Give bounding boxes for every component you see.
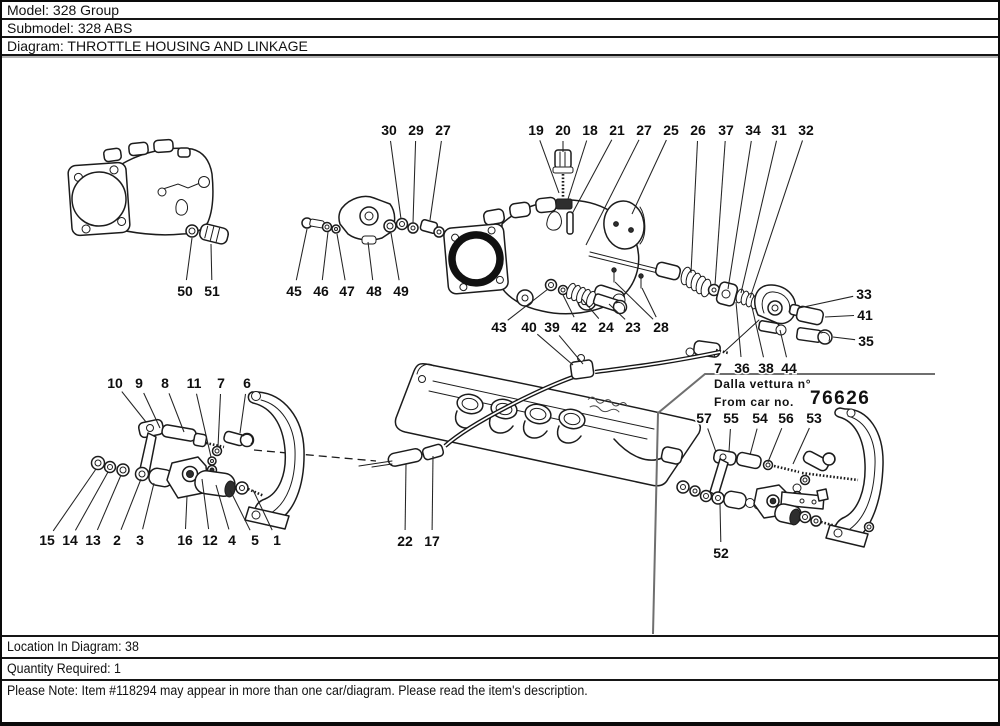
part-callout-28: 28: [653, 319, 669, 335]
callout-leader-13: [97, 475, 121, 530]
part-callout-21: 21: [609, 122, 625, 138]
callout-leader-54: [750, 429, 757, 455]
part-callout-16: 16: [177, 532, 193, 548]
part-callout-5: 5: [251, 532, 259, 548]
part-callout-14: 14: [62, 532, 78, 548]
part-callout-29: 29: [408, 122, 424, 138]
part-callout-46: 46: [313, 283, 329, 299]
part-callout-45: 45: [286, 283, 302, 299]
diagram-title-row: [2, 38, 998, 56]
part-callout-44: 44: [781, 360, 797, 376]
cable-clamp: [570, 355, 594, 380]
callout-leader-5: [230, 490, 250, 530]
part-callout-41: 41: [857, 307, 873, 323]
part-callout-57: 57: [696, 410, 712, 426]
part-callout-39: 39: [544, 319, 560, 335]
exploded-parts-diagram: [2, 2, 998, 722]
callout-leader-49: [391, 233, 399, 280]
part-callout-36: 36: [734, 360, 750, 376]
callout-leader-35: [833, 337, 855, 340]
callout-leader-39: [559, 335, 583, 364]
part-callout-48: 48: [366, 283, 382, 299]
part-callout-30: 30: [381, 122, 397, 138]
callout-leader-56: [768, 428, 782, 462]
part-callout-6: 6: [243, 375, 251, 391]
callout-leader-2: [121, 479, 141, 530]
part-callout-32: 32: [798, 122, 814, 138]
callout-leader-16: [186, 496, 188, 529]
part-callout-12: 12: [202, 532, 218, 548]
callout-leader-46: [322, 232, 328, 280]
quantity-row: [2, 659, 998, 681]
part-callout-24: 24: [598, 319, 614, 335]
callout-leader-57: [708, 428, 716, 452]
part-callout-31: 31: [771, 122, 787, 138]
part-callout-49: 49: [393, 283, 409, 299]
callout-leader-52: [720, 504, 721, 542]
cam-cover: [395, 364, 700, 486]
part-callout-40: 40: [521, 319, 537, 335]
callout-leader-40: [537, 334, 573, 365]
callout-leader-50: [186, 238, 192, 280]
callout-leader-27: [430, 141, 441, 220]
callout-leader-36: [736, 302, 741, 357]
callout-leader-28: [642, 288, 656, 317]
callout-leader-29: [413, 141, 416, 223]
part-callout-23: 23: [625, 319, 641, 335]
part-callout-54: 54: [752, 410, 768, 426]
model-text: Model: 328 Group: [7, 2, 120, 18]
callout-leader-45: [296, 229, 307, 280]
submodel-text: Submodel: 328 ABS: [7, 20, 133, 36]
idle-bracket-assembly: [302, 196, 444, 244]
callout-leader-37: [715, 141, 725, 285]
part-callout-50: 50: [177, 283, 193, 299]
part-callout-18: 18: [582, 122, 598, 138]
part-callout-17: 17: [424, 533, 440, 549]
callout-leader-33: [799, 296, 853, 308]
diagram-title-text: Diagram: THROTTLE HOUSING AND LINKAGE: [7, 38, 308, 54]
callout-leader-3: [143, 483, 154, 529]
callout-leader-41: [825, 316, 854, 318]
note-row: [2, 681, 998, 720]
part-callout-4: 4: [228, 532, 236, 548]
part-callout-35: 35: [858, 333, 874, 349]
callout-leader-10: [122, 392, 146, 422]
callout-leader-17: [432, 456, 433, 530]
part-callout-10: 10: [107, 375, 123, 391]
part-callout-2: 2: [113, 532, 121, 548]
callout-leader-51: [211, 244, 212, 280]
inset-car-number: 76626: [810, 388, 871, 409]
callout-leader-6: [240, 394, 246, 433]
callout-leader-26: [691, 141, 698, 273]
inset-line1: Dalla vettura n°: [714, 377, 812, 391]
part-callout-26: 26: [690, 122, 706, 138]
part-callout-52: 52: [713, 545, 729, 561]
callout-leader-14: [75, 472, 108, 530]
note-text: Please Note: Item #118294 may appear in more than one car/diagram. Please read the item's description.: [7, 683, 588, 698]
part-callout-47: 47: [339, 283, 355, 299]
model-row: [2, 2, 998, 20]
part-callout-27: 27: [636, 122, 652, 138]
part-callout-25: 25: [663, 122, 679, 138]
callout-leader-11: [197, 394, 212, 457]
part-callout-1: 1: [273, 532, 281, 548]
quantity-text: Quantity Required: 1: [7, 661, 121, 676]
throttle-housing-left: [68, 139, 230, 245]
part-callout-42: 42: [571, 319, 587, 335]
part-callout-53: 53: [806, 410, 822, 426]
part-callout-55: 55: [723, 410, 739, 426]
part-callout-7: 7: [714, 360, 722, 376]
callout-leader-7: [218, 394, 221, 447]
part-callout-15: 15: [39, 532, 55, 548]
part-callout-22: 22: [397, 533, 413, 549]
part-callout-8: 8: [161, 375, 169, 391]
part-callout-38: 38: [758, 360, 774, 376]
part-callout-43: 43: [491, 319, 507, 335]
part-callout-37: 37: [718, 122, 734, 138]
footer-table: [2, 635, 998, 722]
inset-line2: From car no.: [714, 395, 794, 409]
location-text: Location In Diagram: 38: [7, 639, 139, 654]
submodel-row: [2, 20, 998, 38]
part-callout-7: 7: [217, 375, 225, 391]
part-callout-34: 34: [745, 122, 761, 138]
part-callout-51: 51: [204, 283, 220, 299]
callout-leader-55: [729, 429, 730, 452]
diagram-canvas: [2, 2, 1000, 726]
callout-leader-15: [53, 469, 96, 531]
location-row: [2, 635, 998, 659]
part-callout-19: 19: [528, 122, 544, 138]
pedal-assembly-left: [92, 392, 377, 530]
callout-leader-34: [728, 141, 751, 289]
callout-leader-22: [405, 464, 406, 530]
part-callout-33: 33: [856, 286, 872, 302]
part-callout-56: 56: [778, 410, 794, 426]
part-callout-13: 13: [85, 532, 101, 548]
callout-leader-47: [337, 234, 345, 280]
callout-leader-25: [632, 140, 666, 214]
part-callout-11: 11: [186, 375, 202, 391]
part-callout-20: 20: [555, 122, 571, 138]
part-callout-3: 3: [136, 532, 144, 548]
callout-leader-48: [368, 242, 373, 280]
part-callout-27: 27: [435, 122, 451, 138]
part-callout-9: 9: [135, 375, 143, 391]
